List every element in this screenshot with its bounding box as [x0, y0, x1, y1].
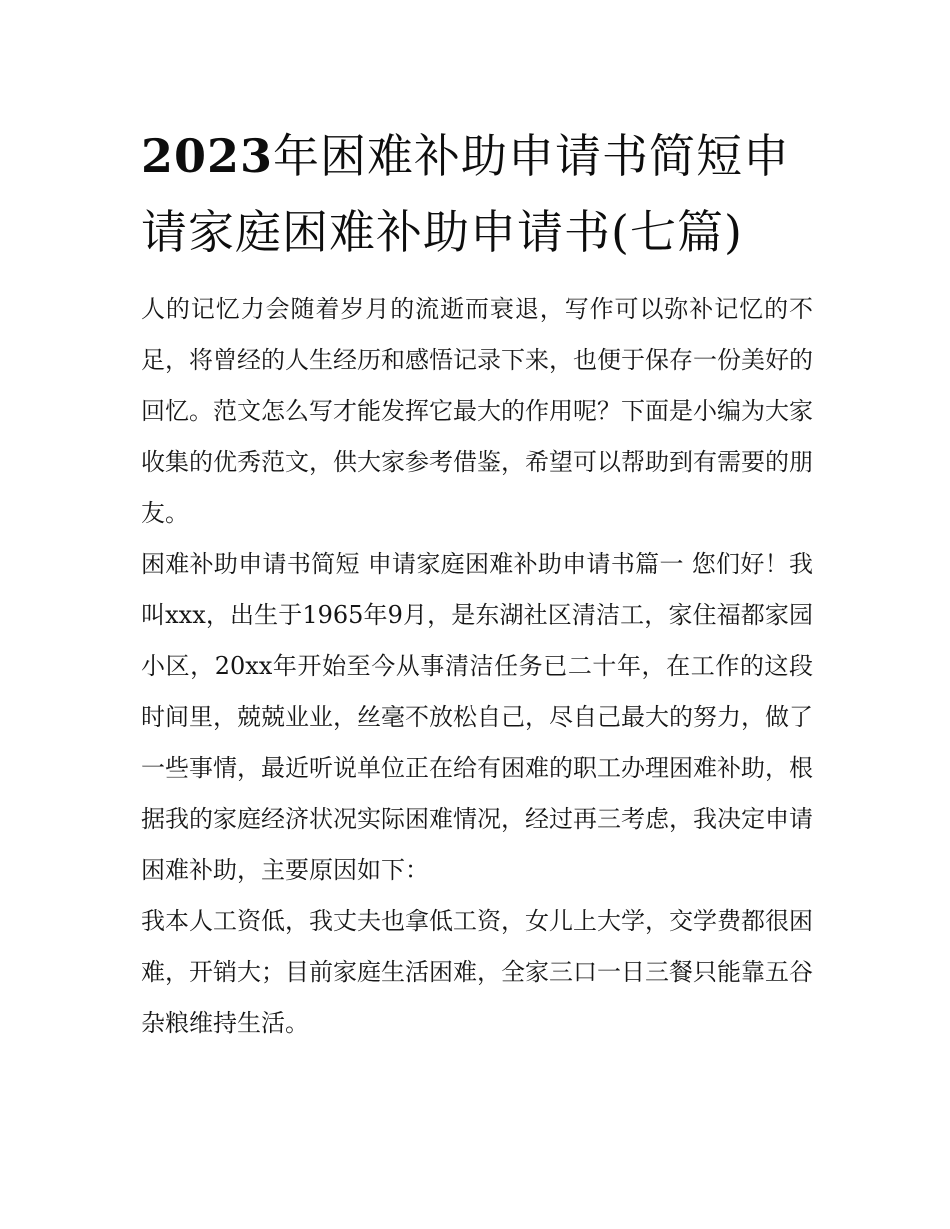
body-paragraph-1: 困难补助申请书简短 申请家庭困难补助申请书篇一 您们好！我叫xxx，出生于1965年9月，是东湖社区清洁工，家住福都家园小区，20xx年开始至今从事清洁任务已二十年，在工作的这段时间里，兢兢业业，丝毫不放松自己，尽自己最大的努力，做了一些事情，最近听说单位正在给有困难的职工办理困难补助，根据我的家庭经济状况实际困难情况，经过再三考虑，我决定申请困难补助，主要原因如下： [141, 550, 813, 884]
title-year: 2023 [141, 129, 274, 183]
document-page [141, 118, 813, 1049]
document-title [141, 118, 813, 270]
intro-paragraph: 人的记忆力会随着岁月的流逝而衰退，写作可以弥补记忆的不足，将曾经的人生经历和感悟记录下来，也便于保存一份美好的回忆。范文怎么写才能发挥它最大的作用呢？下面是小编为大家收集的优秀范文，供大家参考借鉴，希望可以帮助到有需要的朋友。 [141, 295, 813, 527]
title-text: 年困难补助申请书简短申请家庭困难补助申请书(七篇) [141, 129, 791, 259]
body-paragraph-2: 我本人工资低，我丈夫也拿低工资，女儿上大学，交学费都很困难，开销大；目前家庭生活困难，全家三口一日三餐只能靠五谷杂粮维持生活。 [141, 907, 813, 1037]
